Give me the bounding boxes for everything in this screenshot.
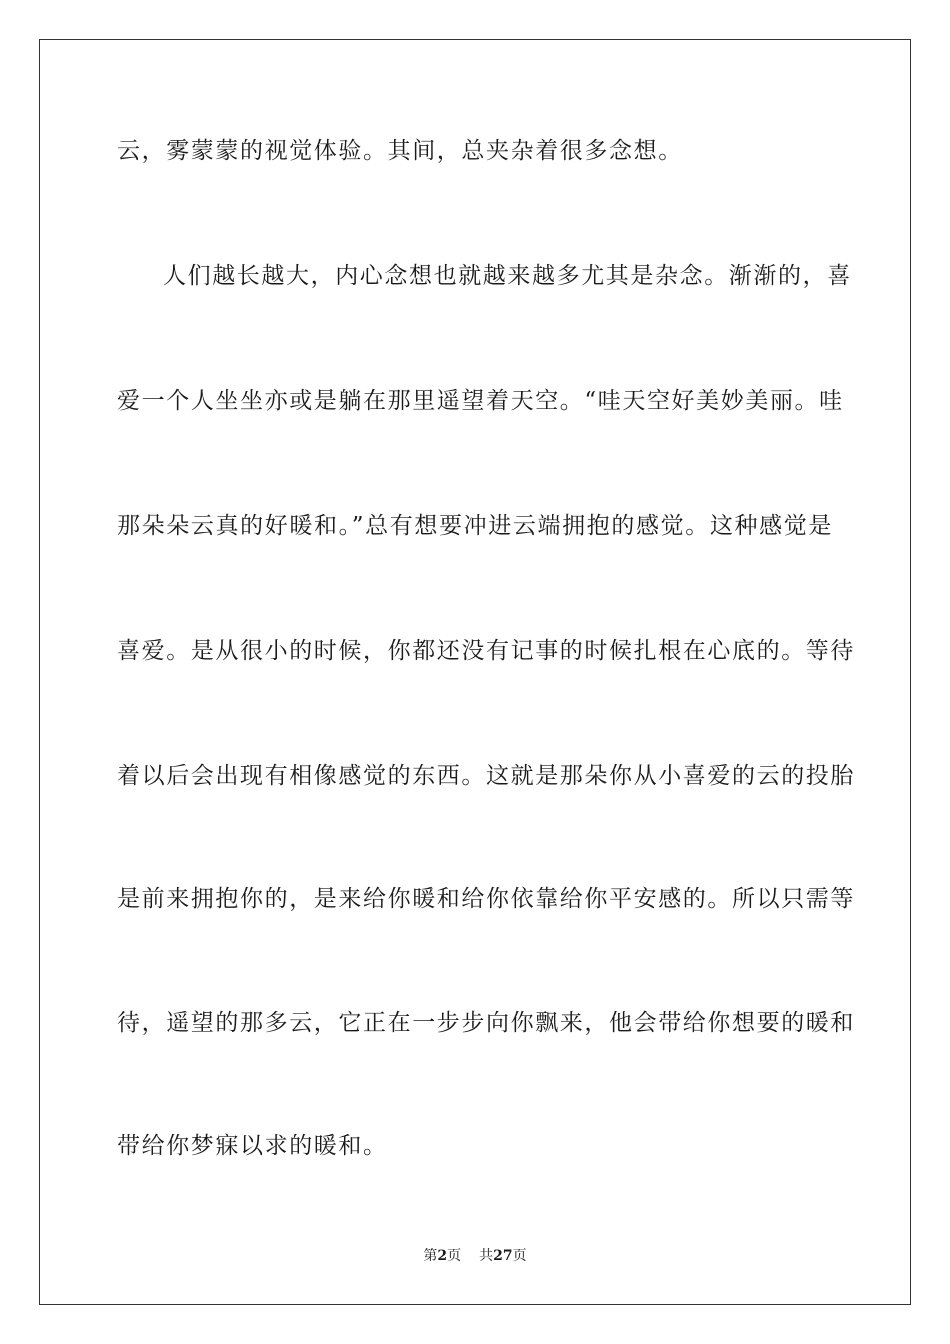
total-suffix: 页 <box>512 1248 527 1264</box>
body-text-line: 待，遥望的那多云，它正在一步步向你飘来，他会带给你想要的暖和 <box>117 1010 855 1036</box>
body-text-line: 云，雾蒙蒙的视觉体验。其间，总夹杂着很多念想。 <box>117 138 683 164</box>
page-number: 2 <box>437 1248 448 1264</box>
page-footer <box>0 1246 950 1266</box>
page-suffix: 页 <box>447 1248 462 1264</box>
body-text-line: 那朵朵云真的好暖和。”总有想要冲进云端拥抱的感觉。这种感觉是 <box>117 513 833 539</box>
body-text-line: 带给你梦寐以求的暖和。 <box>117 1133 388 1159</box>
body-text-line: 是前来拥抱你的，是来给你暖和给你依靠给你平安感的。所以只需等 <box>117 886 855 912</box>
body-text-line: 喜爱。是从很小的时候，你都还没有记事的时候扎根在心底的。等待 <box>117 638 855 664</box>
body-text-line: 着以后会出现有相像感觉的东西。这就是那朵你从小喜爱的云的投胎 <box>117 763 855 789</box>
total-prefix: 共 <box>479 1248 494 1264</box>
page-border <box>39 39 911 1305</box>
body-text-line: 爱一个人坐坐亦或是躺在那里遥望着天空。“哇天空好美妙美丽。哇 <box>117 388 844 414</box>
total-pages: 27 <box>493 1248 513 1264</box>
page-prefix: 第 <box>423 1248 438 1264</box>
body-text-line: 人们越长越大，内心念想也就越来越多尤其是杂念。渐渐的，喜 <box>163 263 852 289</box>
